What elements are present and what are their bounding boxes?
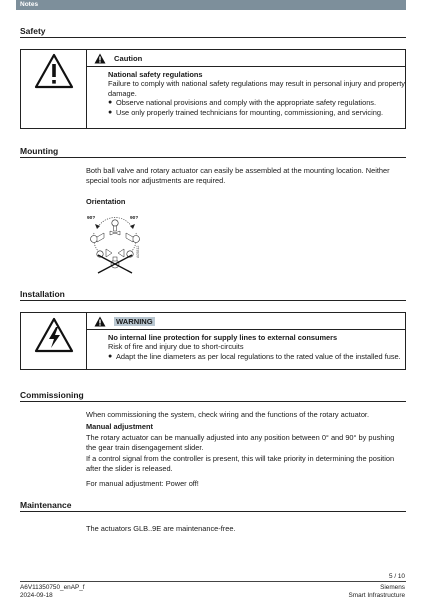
safety-bullet: ● Observe national provisions and comply with the appropriate safety regulations. [108, 98, 377, 108]
safety-rule [20, 37, 406, 38]
orientation-angle-right: 90? [130, 216, 139, 221]
installation-title: Installation [20, 289, 65, 299]
orientation-heading: Orientation [86, 197, 126, 206]
footer-rule [20, 581, 406, 582]
safety-text: Failure to comply with national safety regulations may result in personal injury and property damage. [108, 79, 406, 98]
maintenance-rule [20, 511, 406, 512]
orientation-angle-left: 90? [87, 216, 96, 221]
commissioning-rule [20, 401, 406, 402]
mounting-text: Both ball valve and rotary actuator can easily be assembled at the mounting location. Neither special tools nor adjustments are required. [86, 166, 390, 185]
document-date: 2024-09-18 [20, 592, 53, 599]
installation-signal-word: WARNING [116, 316, 153, 326]
power-off-text: For manual adjustment: Power off! [86, 479, 199, 488]
installation-warning-box [20, 312, 406, 370]
header-bar [16, 0, 406, 10]
page-number: 5 / 10 [389, 573, 405, 580]
safety-icon-cell [21, 50, 87, 128]
caution-triangle-icon [94, 53, 106, 64]
manual-adjustment-text: The rotary actuator can be manually adjusted into any position between 0° and 90° by pushing the gear train disengagement slider. [86, 433, 395, 452]
installation-icon-cell [21, 313, 87, 369]
installation-warning-header [87, 313, 405, 330]
installation-rule [20, 300, 406, 301]
safety-bullet: ● Use only properly trained technicians for mounting, commissioning, and servicing. [108, 107, 384, 117]
header-bar-label: Notes [20, 1, 39, 8]
safety-signal-word: Caution [114, 53, 143, 63]
safety-heading: National safety regulations [108, 70, 203, 79]
maintenance-text: The actuators GLB..9E are maintenance-free. [86, 524, 236, 533]
warning-exclamation-icon [34, 53, 74, 89]
electrical-hazard-icon [34, 317, 74, 353]
document-id: A6V11350750_enAP_f [20, 584, 85, 591]
safety-caution-header [87, 50, 405, 67]
control-signal-text: If a control signal from the controller is present, this will take priority in determining the position after the slider is released. [86, 454, 395, 473]
mounting-title: Mounting [20, 146, 59, 156]
company-name: Siemens [380, 584, 405, 591]
commissioning-title: Commissioning [20, 390, 84, 400]
safety-caution-box [20, 49, 406, 129]
installation-bullet: ● Adapt the line diameters as per local regulations to the rated value of the installed fuse. [108, 351, 401, 361]
installation-text: Risk of fire and injury due to short-circuits [108, 342, 244, 352]
warning-triangle-icon [94, 316, 106, 327]
mounting-rule [20, 157, 406, 158]
safety-title: Safety [20, 26, 46, 36]
division-name: Smart Infrastructure [348, 592, 405, 599]
installation-heading: No internal line protection for supply lines to external consumers [108, 333, 338, 342]
manual-adjustment-heading: Manual adjustment [86, 422, 153, 431]
figure-code: A05812 [136, 245, 140, 258]
commissioning-intro: When commissioning the system, check wiring and the functions of the rotary actuator. [86, 410, 370, 419]
maintenance-title: Maintenance [20, 500, 72, 510]
